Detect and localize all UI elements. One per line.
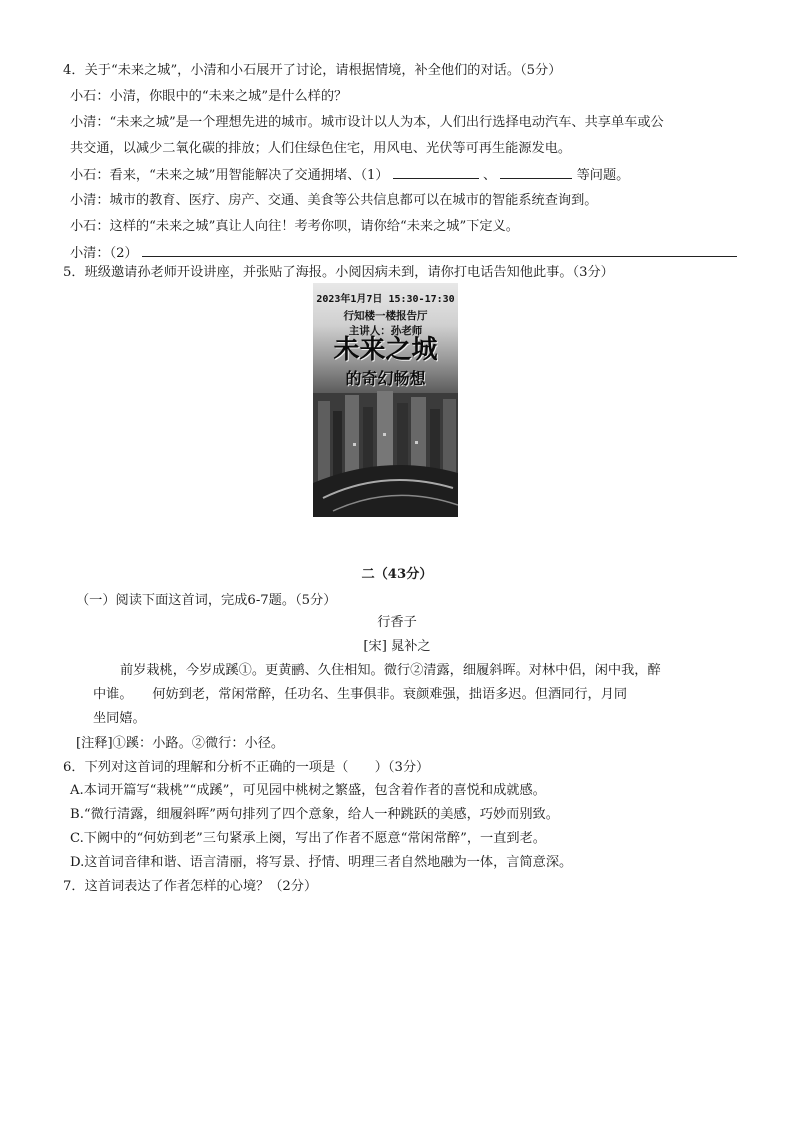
q4-dialogue-line-blank1 — [70, 164, 629, 187]
q6-option-d: D.这首词音律和谐、语言清丽，将写景、抒情、明理三者自然地融为一体，言简意深。 — [70, 855, 573, 870]
answer-blank-1a[interactable] — [393, 164, 479, 179]
section-heading: 二（43分） — [361, 567, 433, 582]
q4-l4-text-b: 等问题。 — [576, 168, 630, 183]
q6-option-a: A.本词开篇写“栽桃”“成蹊”，可见园中桃树之繁盛，包含着作者的喜悦和成就感。 — [70, 783, 546, 798]
poem-line: 中谁。 何妨到老，常闲常醉，任功名、生事俱非。衰颜难强，拙语多迟。但酒同行，月同 — [93, 687, 628, 702]
q4-dialogue-line: 小清：城市的教育、医疗、房产、交通、美食等公共信息都可以在城市的智能系统查询到。 — [70, 193, 598, 208]
q4-title: 4．关于“未来之城”，小清和小石展开了讨论，请根据情境，补全他们的对话。（5分） — [63, 63, 562, 78]
q6-option-b: B.“微行清露，细履斜晖”两句排列了四个意象，给人一种跳跃的美感，巧妙而别致。 — [70, 807, 559, 822]
q7-title: 7．这首词表达了作者怎样的心境？（2分） — [63, 879, 318, 894]
q4-dialogue-line: 共交通，以减少二氧化碳的排放；人们住绿色住宅，用风电、光伏等可再生能源发电。 — [70, 141, 572, 156]
q4-dialogue-line: 小清：“未来之城”是一个理想先进的城市。城市设计以人为本，人们出行选择电动汽车、共享单车或公 — [70, 115, 664, 130]
answer-blank-2[interactable] — [142, 242, 737, 257]
q4-l4-sep: 、 — [483, 168, 497, 183]
poem-note: [注释]①蹊：小路。②微行：小径。 — [76, 736, 285, 751]
q6-option-c: C.下阙中的“何妨到老”三句紧承上阕，写出了作者不愿意“常闲常醉”，一直到老。 — [70, 831, 546, 846]
poster-speaker: 主讲人：孙老师 — [348, 325, 423, 337]
q4-l4-text-a: 小石：看来，“未来之城”用智能解决了交通拥堵、（1） — [70, 168, 389, 183]
answer-blank-1b[interactable] — [500, 164, 572, 179]
lecture-poster — [313, 283, 458, 517]
poem-author: [宋] 晁补之 — [363, 639, 431, 654]
poster-date-time: 2023年1月7日 15:30-17:30 — [316, 294, 455, 305]
poem-title: 行香子 — [377, 615, 417, 630]
section-intro: （一）阅读下面这首词，完成6-7题。（5分） — [76, 593, 337, 608]
poster-main-title: 未来之城 — [333, 335, 438, 365]
poster-subtitle: 的奇幻畅想 — [345, 369, 426, 388]
q4-dialogue-line: 小石：这样的“未来之城”真让人向往！考考你呗，请你给“未来之城”下定义。 — [70, 219, 519, 234]
q4-dialogue-line: 小石：小清，你眼中的“未来之城”是什么样的？ — [70, 89, 348, 104]
q6-title: 6．下列对这首词的理解和分析不正确的一项是（ ）（3分） — [63, 760, 430, 775]
q5-title: 5．班级邀请孙老师开设讲座，并张贴了海报。小阅因病未到，请你打电话告知他此事。（3分） — [63, 265, 614, 280]
poster-venue: 行知楼一楼报告厅 — [343, 310, 428, 322]
q4-l7-text: 小清：（2） — [70, 246, 138, 261]
poem-line: 前岁栽桃，今岁成蹊①。更黄鹂、久住相知。微行②清露，细履斜晖。对林中侣，闲中我，醉 — [120, 663, 661, 678]
poem-line: 坐同嬉。 — [93, 711, 146, 726]
